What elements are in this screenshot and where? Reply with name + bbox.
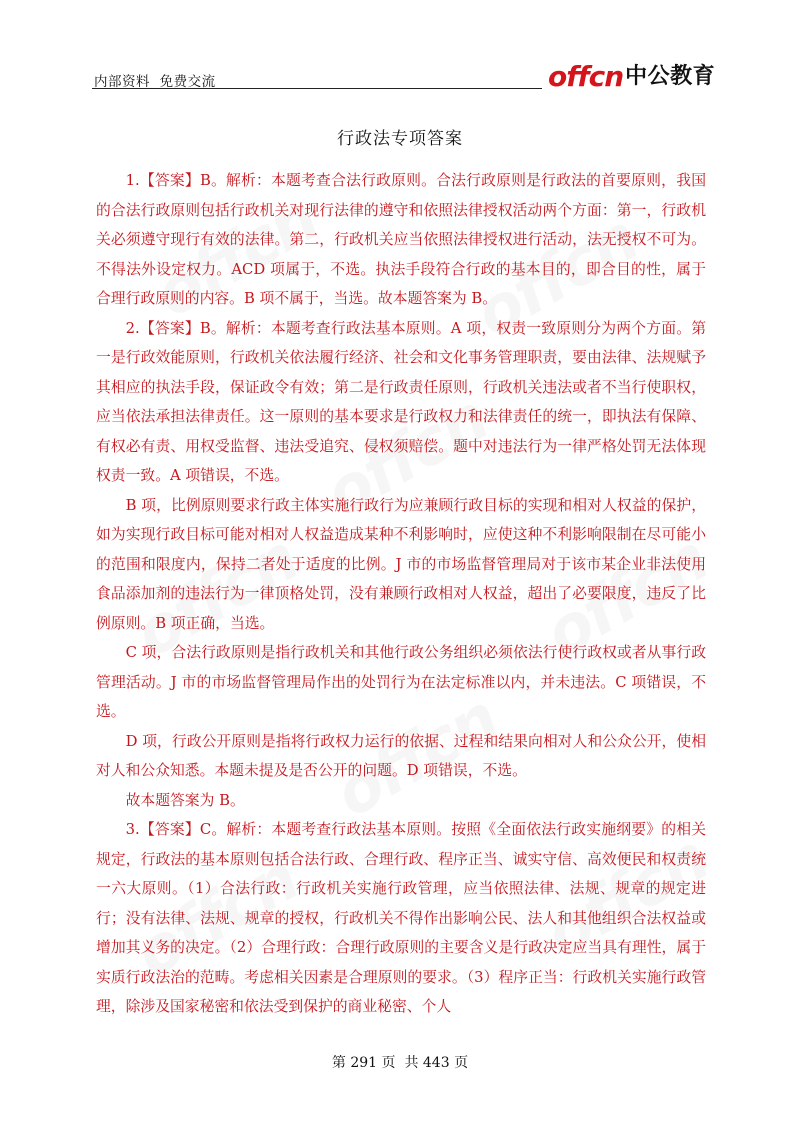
offcn-logo — [548, 58, 715, 92]
page-title: 行政法专项答案 — [337, 129, 463, 149]
answer-paragraph: 故本题答案为 B。 — [125, 791, 245, 809]
logo-chinese-name: 中公教育 — [625, 64, 716, 89]
answer-paragraph: 3.【答案】C。解析：本题考查行政法基本原则。按照《全面依法行政实施纲要》的相关规定，行政法的基本原则包括合法行政、合理行政、程序正当、诚实守信、高效便民和权责统一六大原则。（1）合法行政：行政机关实施行政管理，应当依照法律、法规、规章的规定进行；没有法律、法规、规章的授权，行政机关不得作出影响公民、法人和其他组织合法权益或增加其义务的决定。（2）合理行政：合理行政原则的主要含义是行政决定应当具有理性，属于实质行政法治的范畴。考虑相关因素是合理原则的要求。（3）程序正当：行政机关实施行政管理，除涉及国家秘密和依法受到保护的商业秘密、个人 — [96, 821, 706, 1015]
header-divider — [92, 88, 542, 89]
answer-paragraph: 1.【答案】B。解析：本题考查合法行政原则。合法行政原则是行政法的首要原则，我国的合法行政原则包括行政机关对现行法律的遵守和依照法律授权活动两个方面：第一，行政机关必须遵守现行有效的法律。第二，行政机关应当依照法律授权进行活动，法无授权不可为。不得法外设定权力。ACD 项属于，不选。执法手段符合行政的基本目的，即合目的性，属于合理行政原则的内容。B 项不属于，当选。故本题答案为 B。 — [96, 172, 706, 307]
answer-paragraph: 2.【答案】B。解析：本题考查行政法基本原则。A 项，权责一致原则分为两个方面。第一是行政效能原则，行政机关依法履行经济、社会和文化事务管理职责，要由法律、法规赋予其相应的执法手段，保证政令有效；第二是行政责任原则，行政机关违法或者不当行使职权，应当依法承担法律责任。这一原则的基本要求是行政权力和法律责任的统一，即执法有保障、有权必有责、用权受监督、违法受追究、侵权须赔偿。题中对违法行为一律严格处罚无法体现权责一致。A 项错误，不选。 — [96, 319, 706, 484]
header-caption: 内部资料 免费交流 — [94, 74, 216, 90]
answer-body — [96, 166, 706, 1022]
logo-wordmark: offcn — [548, 60, 624, 93]
answer-paragraph: C 项，合法行政原则是指行政机关和其他行政公务组织必须依法行使行政权或者从事行政管理活动。J 市的市场监督管理局作出的处罚行为在法定标准以内，并未违法。C 项错误，不选。 — [96, 644, 706, 720]
answer-paragraph: D 项，行政公开原则是指将行政权力运行的依据、过程和结果向相对人和公众公开，使相对人和公众知悉。本题未提及是否公开的问题。D 项错误，不选。 — [96, 732, 706, 779]
answer-paragraph: B 项，比例原则要求行政主体实施行政行为应兼顾行政目标的实现和相对人权益的保护，如为实现行政目标可能对相对人权益造成某种不利影响时，应使这种不利影响限制在尽可能小的范围和限度内，保持二者处于适度的比例。J 市的市场监督管理局对于该市某企业非法使用食品添加剂的违法行为一律顶格处罚，没有兼顾行政相对人权益，超出了必要限度，违反了比例原则。B 项正确，当选。 — [96, 496, 706, 632]
page-number: 第 291 页 共 443 页 — [331, 1055, 469, 1071]
